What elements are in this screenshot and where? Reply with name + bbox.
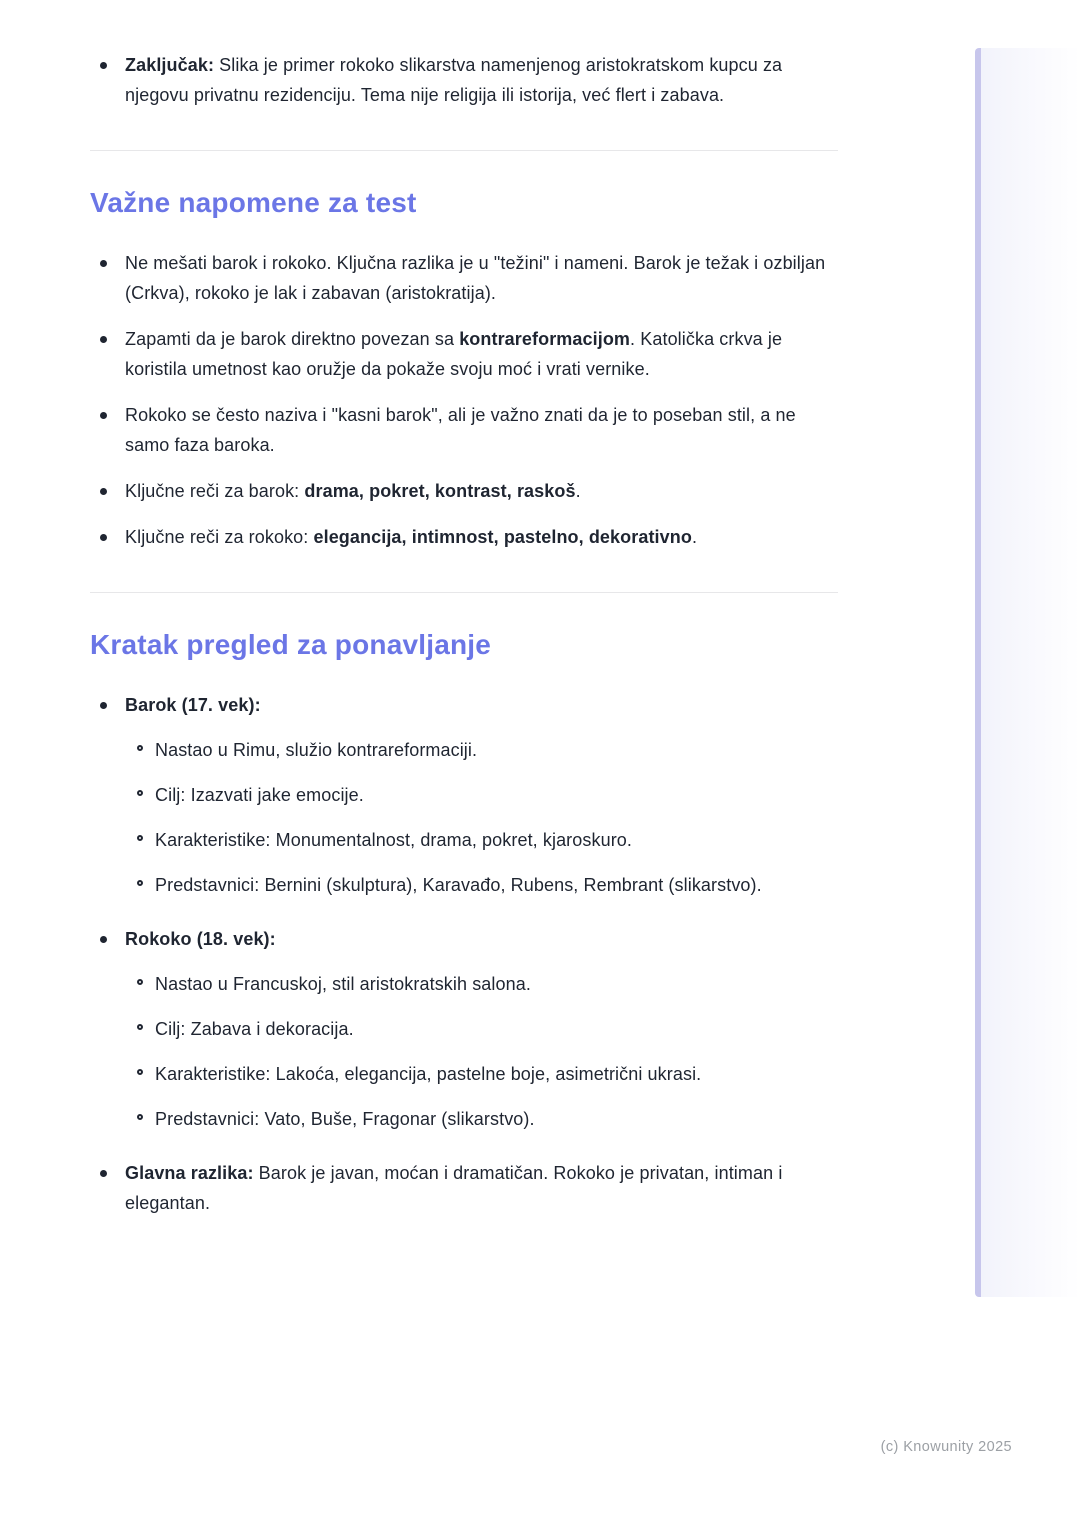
list-item-text: Predstavnici: Vato, Buše, Fragonar (slikarstvo). xyxy=(155,1109,535,1129)
circle-bullet-icon xyxy=(137,790,143,796)
page-edge-panel xyxy=(975,48,1080,1297)
list-item-text: Karakteristike: Monumentalnost, drama, pokret, kjaroskuro. xyxy=(155,830,632,850)
section-heading-notes: Važne napomene za test xyxy=(90,187,417,218)
list-item xyxy=(90,400,838,460)
bullet-icon xyxy=(100,1170,107,1177)
list-item-text: Ne mešati barok i rokoko. Ključna razlika je u "težini" i nameni. Barok je težak i ozbiljan (Crkva), rokoko je lak i zabavan (aristokratija). xyxy=(125,253,826,303)
list-item-text: Cilj: Zabava i dekoracija. xyxy=(155,1019,354,1039)
circle-bullet-icon xyxy=(137,1069,143,1075)
bullet-icon xyxy=(100,62,107,69)
intro-list xyxy=(90,50,838,110)
list-item-text: Predstavnici: Bernini (skulptura), Karavađo, Rubens, Rembrant (slikarstvo). xyxy=(155,875,762,895)
list-item xyxy=(124,1059,838,1089)
circle-bullet-icon xyxy=(137,835,143,841)
review-list xyxy=(90,690,838,1218)
list-item xyxy=(124,870,838,900)
circle-bullet-icon xyxy=(137,1114,143,1120)
bullet-icon xyxy=(100,534,107,541)
notes-list xyxy=(90,248,838,552)
bullet-icon xyxy=(100,702,107,709)
list-item xyxy=(124,780,838,810)
list-item xyxy=(124,969,838,999)
list-item xyxy=(124,1014,838,1044)
section-heading-review: Kratak pregled za ponavljanje xyxy=(90,629,492,660)
list-item-text: Zapamti da je barok direktno povezan sa kontrareformacijom. Katolička crkva je koristila umetnost kao oružje da pokaže svoju moć i vrati vernike. xyxy=(125,329,783,379)
circle-bullet-icon xyxy=(137,1024,143,1030)
sublist-rokoko xyxy=(124,969,838,1134)
sublist-barok xyxy=(124,735,838,900)
circle-bullet-icon xyxy=(137,979,143,985)
list-item-text: Rokoko (18. vek): xyxy=(125,929,276,949)
list-item-text: Ključne reči za rokoko: elegancija, intimnost, pastelno, dekorativno. xyxy=(125,527,698,547)
divider xyxy=(90,592,838,593)
list-item-text: Cilj: Izazvati jake emocije. xyxy=(155,785,364,805)
list-item-text: Ključne reči za barok: drama, pokret, kontrast, raskoš. xyxy=(125,481,581,501)
list-item xyxy=(124,735,838,765)
bullet-icon xyxy=(100,488,107,495)
bullet-icon xyxy=(100,336,107,343)
list-item-text: Barok (17. vek): xyxy=(125,695,261,715)
circle-bullet-icon xyxy=(137,880,143,886)
list-item xyxy=(90,476,838,506)
list-item-text: Glavna razlika: Barok je javan, moćan i dramatičan. Rokoko je privatan, intiman i elegantan. xyxy=(125,1163,783,1213)
list-item-text: Nastao u Francuskoj, stil aristokratskih salona. xyxy=(155,974,531,994)
list-item-text: Karakteristike: Lakoća, elegancija, pastelne boje, asimetrični ukrasi. xyxy=(155,1064,702,1084)
list-item xyxy=(90,324,838,384)
circle-bullet-icon xyxy=(137,745,143,751)
list-item xyxy=(124,1104,838,1134)
bullet-icon xyxy=(100,412,107,419)
list-item-text: Rokoko se često naziva i "kasni barok", ali je važno znati da je to poseban stil, a ne samo faza baroka. xyxy=(125,405,796,455)
list-item-text: Zaključak: Slika je primer rokoko slikarstva namenjenog aristokratskom kupcu za njegovu privatnu rezidenciju. Tema nije religija ili istorija, već flert i zabava. xyxy=(125,55,783,105)
document-page xyxy=(90,50,838,1242)
bullet-icon xyxy=(100,260,107,267)
bullet-icon xyxy=(100,936,107,943)
divider xyxy=(90,150,838,151)
list-item xyxy=(124,825,838,855)
footer-copyright: (c) Knowunity 2025 xyxy=(880,1439,1012,1455)
list-item xyxy=(90,522,838,552)
list-item xyxy=(90,50,838,110)
list-item xyxy=(90,1158,838,1218)
list-item xyxy=(90,924,838,1134)
list-item xyxy=(90,690,838,900)
list-item xyxy=(90,248,838,308)
list-item-text: Nastao u Rimu, služio kontrareformaciji. xyxy=(155,740,478,760)
